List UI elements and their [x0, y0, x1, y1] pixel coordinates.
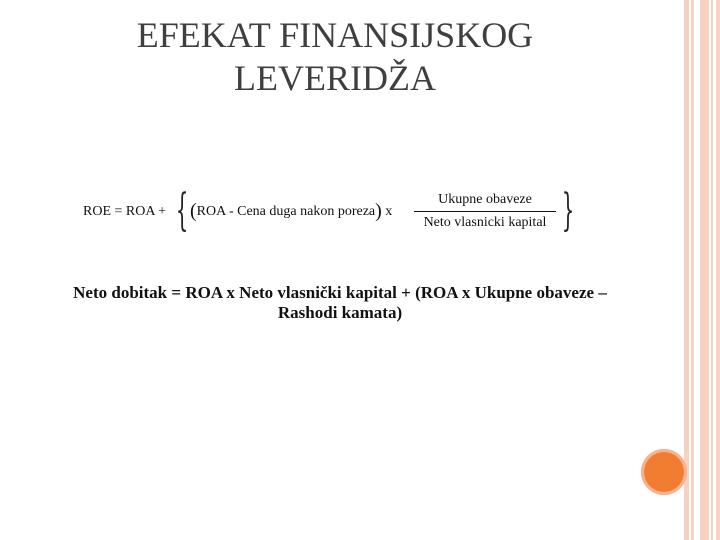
net-income-formula-line-1: Neto dobitak = ROA x Neto vlasnički kapital + (ROA x Ukupne obaveze – [73, 283, 607, 302]
roe-formula [80, 186, 580, 238]
leverage-fraction [414, 191, 556, 232]
decorative-stripe [700, 0, 709, 540]
fraction-numerator: Ukupne obaveze [438, 192, 532, 207]
net-income-formula [30, 283, 650, 323]
slide-title [105, 14, 565, 100]
roa-difference-term [190, 200, 392, 223]
decorative-circle [641, 449, 687, 495]
open-brace: { [175, 185, 189, 236]
open-paren: ( [190, 200, 197, 222]
close-paren: ) [375, 200, 382, 222]
title-line-1: EFEKAT FINANSIJSKOG [136, 15, 534, 55]
title-line-2: LEVERIDŽA [234, 58, 436, 98]
roe-formula-left: ROE = ROA + [83, 204, 167, 219]
decorative-stripe [691, 0, 694, 540]
close-brace: } [561, 185, 575, 236]
multiply-sign: x [385, 204, 393, 219]
fraction-bar [414, 211, 556, 212]
roa-difference-text: ROA - Cena duga nakon poreza [196, 204, 376, 219]
decorative-stripe [716, 0, 720, 540]
net-income-formula-line-2: Rashodi kamata) [277, 303, 403, 322]
decorative-stripe [711, 0, 713, 540]
decorative-stripe [684, 0, 689, 540]
fraction-denominator: Neto vlasnicki kapital [423, 215, 547, 230]
